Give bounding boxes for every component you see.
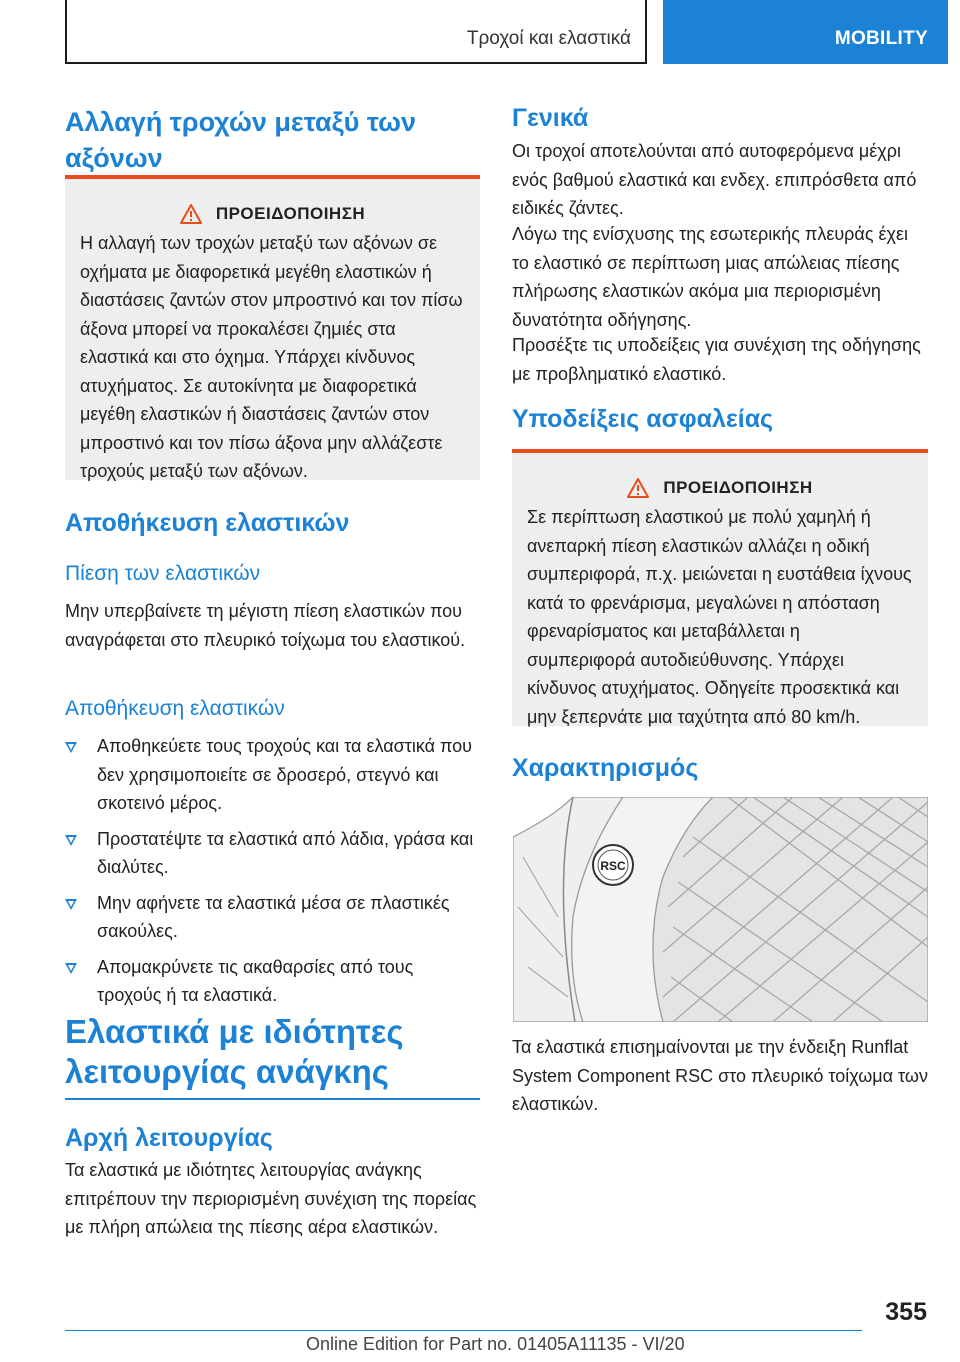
list-item: Μην αφήνετε τα ελαστικά μέσα σε πλαστικές σακούλες. [65,889,480,946]
bullet-triangle-icon [65,899,77,910]
warning-triangle-icon [627,478,649,498]
section-label: MOBILITY [834,28,928,49]
warning-label: ΠΡΟΕΙΔΟΠΟΙΗΣΗ [663,478,813,497]
tyre-pressure-subtitle: Πίεση των ελαστικών [65,562,261,585]
warning-triangle-icon [180,204,202,224]
general-paragraph-3: Προσέξτε τις υποδείξεις για συνέχιση της οδήγησης με προβληματικό ελαστικό. [512,335,921,384]
section-divider [65,1098,480,1100]
general-title: Γενικά [512,104,589,132]
tyre-pressure-text: Μην υπερβαίνετε τη μέγιστη πίεση ελαστικών που αναγράφεται στο πλευρικό τοίχωμα του ελαστικού. [65,601,466,650]
list-item: Προστατέψτε τα ελαστικά από λάδια, γράσα και διαλύτες. [65,825,480,882]
tyre-storage-subtitle: Αποθήκευση ελαστικών [65,697,285,720]
warning-header [80,201,465,227]
list-item: Απομακρύνετε τις ακαθαρσίες από τους τροχούς ή τα ελαστικά. [65,953,480,1010]
warning-box-axle-swap [65,175,480,480]
warning-text: Σε περίπτωση ελαστικού με πολύ χαμηλή ή ανεπαρκή πίεση ελαστικών αλλάζει η οδική συμπεριφορά, π.χ. μειώνεται η ευστάθεια ίχνους κατά το φρενάρισμα, μεγαλώνει η απόσταση φρεναρίσματος και μεταβάλλεται η συμπεριφορά αυτοδιεύθυνσης. Υπάρχει κίνδυνος ατυχήματος. Οδηγείτε προσεκτικά και μην ξεπερνάτε μια ταχύτητα από 80 km/h. [527,507,912,727]
header-chapter-box [65,0,647,64]
rsc-logo-text: RSC [600,859,626,873]
chapter-title: Τροχοί και ελαστικά [466,28,631,49]
page-number: 355 [885,1298,927,1326]
general-paragraph-2: Λόγω της ενίσχυσης της εσωτερικής πλευράς έχει το ελαστικό σε περίπτωση μιας απώλειας πίεσης πλήρωσης ελαστικών ακόμα μια περιορισμένη δυνατότητα οδήγησης. [512,224,908,330]
principle-text: Τα ελαστικά με ιδιότητες λειτουργίας ανάγκης επιτρέπουν την περιορισμένη συνέχιση της πορείας με πλήρη απώλεια της πίεσης αέρα ελαστικών. [65,1160,477,1237]
bullet-triangle-icon [65,963,77,974]
section-badge [663,0,948,64]
bullet-triangle-icon [65,742,77,753]
list-item: Αποθηκεύετε τους τροχούς και τα ελαστικά που δεν χρησιμοποιείτε σε δροσερό, στεγνό και σκοτεινό μέρος. [65,732,480,818]
warning-box-low-pressure [512,449,928,726]
warning-text: Η αλλαγή των τροχών μεταξύ των αξόνων σε οχήματα με διαφορετικά μεγέθη ελαστικών ή διαστάσεις ζαντών στον μπροστινό και τον πίσω άξονα μπορεί να προκαλέσει ζημιές στα ελαστικά και στο όχημα. Υπάρχει κίνδυνος ατυχήματος. Σε αυτοκίνητα με διαφορετικά μεγέθη ελαστικών ή διαστάσεις ζαντών στον μπροστινό και τον πίσω άξονα μην αλλάζεστε τροχούς μεταξύ των αξόνων. [80,233,463,481]
runflat-title: Ελαστικά με ιδιότητες λειτουργίας ανάγκης [65,1013,404,1090]
storage-bullet-list [65,732,480,1017]
bullet-triangle-icon [65,835,77,846]
marking-text: Τα ελαστικά επισημαίνονται με την ένδειξη Runflat System Component RSC στο πλευρικό τοίχωμα των ελαστικών. [512,1037,928,1114]
rsc-tyre-illustration [513,797,928,1022]
general-paragraph-1: Οι τροχοί αποτελούνται από αυτοφερόμενα μέχρι ενός βαθμού ελαστικά και ενδεχ. επιπρόσθετα από ειδικές ζάντες. [512,141,917,218]
warning-label: ΠΡΟΕΙΔΟΠΟΙΗΣΗ [215,204,366,223]
tyre-storage-title: Αποθήκευση ελαστικών [65,509,350,537]
warning-header [527,475,913,501]
marking-title: Χαρακτηρισμός [512,754,699,782]
principle-title: Αρχή λειτουργίας [65,1124,273,1152]
footer-edition: Online Edition for Part no. 01405A11135 - VI/20 [306,1334,685,1354]
wheel-rotation-title: Αλλαγή τροχών μεταξύ των αξόνων [65,107,416,173]
safety-title: Υποδείξεις ασφαλείας [512,405,774,433]
footer-divider [65,1330,862,1331]
